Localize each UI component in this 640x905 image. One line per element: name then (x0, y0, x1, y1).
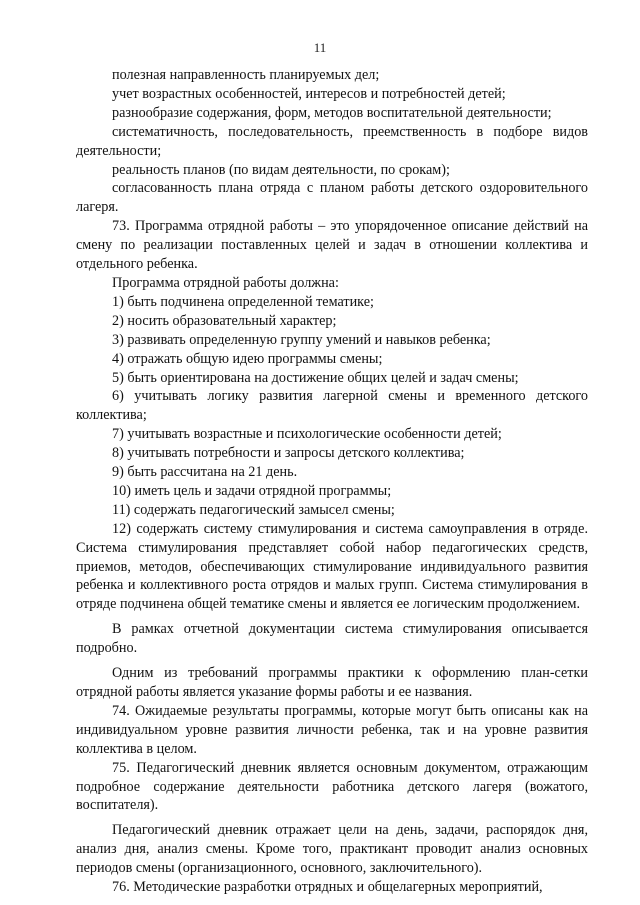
list-item-age-features: учет возрастных особенностей, интересов и потребностей детей; (112, 85, 506, 102)
requirement-item-11: 11) содержать педагогический замысел смены; (112, 501, 395, 518)
plan-grid-paragraph: Одним из требований программы практики к оформлению план-сетки отрядной работы является указание формы работы и ее названия. (76, 665, 588, 700)
diary-content-paragraph: Педагогический дневник отражает цели на день, задачи, распорядок дня, анализ дня, анализ смены. Кроме того, практикант проводит анализ основных периодов смены (организационного, основного, заключительного). (76, 822, 588, 877)
requirement-item-3: 3) развивать определенную группу умений и навыков ребенка; (112, 331, 491, 348)
section-73-paragraph: 73. Программа отрядной работы – это упорядоченное описание действий на смену по реализации поставленных целей и задач в отношении коллектива и отдельного ребенка. (76, 218, 588, 273)
section-74-paragraph: 74. Ожидаемые результаты программы, которые могут быть описаны как на индивидуальном уровне развития личности ребенка, так и на уровне развития коллектива в целом. (76, 702, 588, 757)
page-number: 11 (313, 40, 327, 55)
list-item-systematic: систематичность, последовательность, преемственность в подборе видов деятельности; (76, 123, 588, 159)
program-requirements-intro: Программа отрядной работы должна: (112, 274, 339, 291)
requirement-item-4: 4) отражать общую идею программы смены; (112, 350, 383, 367)
reporting-paragraph: В рамках отчетной документации система стимулирования описывается подробно. (76, 621, 588, 657)
requirement-item-7: 7) учитывать возрастные и психологические особенности детей; (112, 426, 502, 443)
requirement-item-8: 8) учитывать потребности и запросы детского коллектива; (112, 445, 465, 462)
list-item-diversity: разнообразие содержания, форм, методов воспитательной деятельности; (112, 104, 552, 121)
requirement-item-10: 10) иметь цель и задачи отрядной программы; (112, 482, 392, 499)
document-body (76, 66, 588, 897)
requirement-item-9: 9) быть рассчитана на 21 день. (112, 464, 298, 481)
requirement-item-6: 6) учитывать логику развития лагерной смены и временного детского коллектива; (76, 388, 588, 424)
section-76-paragraph: 76. Методические разработки отрядных и общелагерных мероприятий, (112, 879, 543, 896)
list-item-plan-consistency: согласованность плана отряда с планом работы детского оздоровительного лагеря. (76, 180, 588, 216)
list-item-useful-focus: полезная направленность планируемых дел; (112, 67, 380, 83)
requirement-item-5: 5) быть ориентирована на достижение общих целей и задач смены; (112, 369, 519, 386)
requirement-item-2: 2) носить образовательный характер; (112, 312, 337, 329)
list-item-realistic-plans: реальность планов (по видам деятельности, по срокам); (112, 161, 450, 178)
section-75-paragraph: 75. Педагогический дневник является основным документом, отражающим подробное содержание деятельности работника детского лагеря (вожатого, воспитателя). (76, 759, 588, 814)
requirement-item-1: 1) быть подчинена определенной тематике; (112, 293, 374, 310)
requirement-item-12: 12) содержать систему стимулирования и система самоуправления в отряде. Система стимулирования представляет собой набор педагогических средств, приемов, методов, обеспечивающих стимулирование индивидуального развития ребенка и коллективного роста отрядов и малых групп. Система стимулирования в отряде подчинена общей тематике смены и является ее логическим продолжением. (76, 520, 588, 613)
